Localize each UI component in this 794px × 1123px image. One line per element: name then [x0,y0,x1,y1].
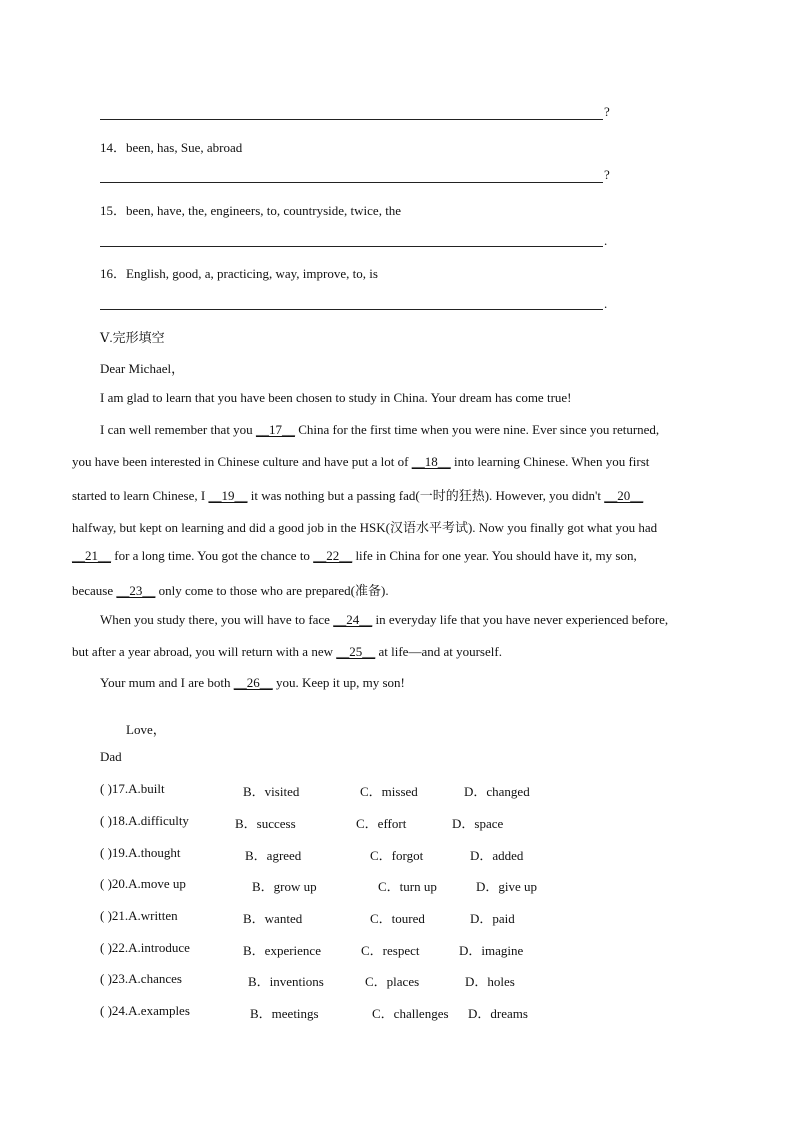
option-b[interactable]: B．visited [243,784,300,799]
paragraph-3-line-2 [72,644,502,660]
answer-end-16: . [604,296,608,311]
blank-20[interactable]: __20__ [604,488,644,503]
question-stem[interactable]: ( )24.A.examples [100,1003,190,1018]
question-stem[interactable]: ( )22.A.introduce [100,940,190,955]
option-d[interactable]: D．changed [464,784,530,799]
text-span: you. Keep it up, my son! [272,675,405,690]
option-b[interactable]: B．experience [243,943,321,958]
blank-26[interactable]: __26__ [233,675,273,690]
question-stem[interactable]: ( )23.A.chances [100,971,182,986]
blank-24[interactable]: __24__ [333,612,373,627]
question-16-words: 16．English, good, a, practicing, way, improve, to, is [100,266,378,281]
text-span: at life—and at yourself. [375,644,502,659]
question-stem[interactable]: ( )18.A.difficulty [100,813,189,828]
answer-line-15[interactable] [100,246,603,247]
closing: Love， [126,722,166,737]
option-c[interactable]: C．effort [356,816,407,831]
option-c[interactable]: C．missed [360,784,418,799]
paragraph-2-line-1 [100,422,659,438]
text-span: you have been interested in Chinese culture and have put a lot of [72,454,412,469]
section-title: Ⅴ.完形填空 [100,330,165,345]
option-d[interactable]: D．imagine [459,943,524,958]
blank-25[interactable]: __25__ [336,644,376,659]
answer-end-14: ? [604,167,610,182]
text-span: but after a year abroad, you will return with a new [72,644,337,659]
answer-line-13[interactable] [100,119,603,120]
text-span: I can well remember that you [100,422,256,437]
option-b[interactable]: B．agreed [245,848,302,863]
blank-21[interactable]: __21__ [72,548,111,563]
paragraph-3-line-1 [100,612,668,628]
text-span: life in China for one year. You should have it, my son, [352,548,637,563]
blank-18[interactable]: __18__ [411,454,451,469]
text-span: in everyday life that you have never experienced before, [372,612,669,627]
option-c[interactable]: C．challenges [372,1006,449,1021]
option-c[interactable]: C．respect [361,943,420,958]
answer-line-16[interactable] [100,309,603,310]
option-d[interactable]: D．added [470,848,524,863]
option-b[interactable]: B．grow up [252,879,317,894]
option-c[interactable]: C．forgot [370,848,424,863]
paragraph-2-line-4: halfway, but kept on learning and did a good job in the HSK(汉语水平考试). Now you finally got what you had [72,520,658,535]
text-span: Your mum and I are both [100,675,234,690]
text-span: into learning Chinese. When you first [450,454,650,469]
option-c[interactable]: C．places [365,974,420,989]
option-c[interactable]: C．turn up [378,879,437,894]
answer-end-13: ? [604,104,610,119]
option-b[interactable]: B．meetings [250,1006,319,1021]
question-stem[interactable]: ( )19.A.thought [100,845,181,860]
option-d[interactable]: D．holes [465,974,515,989]
text-span: started to learn Chinese, I [72,488,209,503]
text-span: China for the first time when you were nine. Ever since you returned, [294,422,660,437]
blank-19[interactable]: __19__ [208,488,248,503]
answer-end-15: . [604,233,608,248]
option-d[interactable]: D．dreams [468,1006,528,1021]
option-b[interactable]: B．success [235,816,296,831]
question-15-words: 15．been, have, the, engineers, to, countryside, twice, the [100,203,402,218]
salutation: Dear Michael， [100,361,185,376]
question-stem[interactable]: ( )20.A.move up [100,876,186,891]
paragraph-4 [100,675,405,691]
text-span: because [72,583,117,598]
text-span: it was nothing but a passing fad(一时的狂热). However, you didn't [247,488,605,503]
option-d[interactable]: D．space [452,816,504,831]
option-d[interactable]: D．give up [476,879,538,894]
text-span: only come to those who are prepared(准备). [155,583,389,598]
question-14-words: 14．been, has, Sue, abroad [100,140,243,155]
option-c[interactable]: C．toured [370,911,425,926]
text-span: for a long time. You got the chance to [111,548,314,563]
text-span: When you study there, you will have to face [100,612,334,627]
blank-23[interactable]: __23__ [116,583,156,598]
signature: Dad [100,749,122,764]
answer-line-14[interactable] [100,182,603,183]
blank-22[interactable]: __22__ [313,548,353,563]
option-b[interactable]: B．inventions [248,974,324,989]
option-b[interactable]: B．wanted [243,911,303,926]
option-d[interactable]: D．paid [470,911,515,926]
paragraph-2-line-3 [72,485,643,504]
paragraph-2-line-2 [72,454,649,470]
paragraph-2-line-6 [72,580,389,599]
blank-17[interactable]: __17__ [255,422,295,437]
paragraph-2-line-5 [72,548,637,564]
paragraph-1: I am glad to learn that you have been chosen to study in China. Your dream has come true! [100,390,572,405]
question-stem[interactable]: ( )21.A.written [100,908,178,923]
question-stem[interactable]: ( )17.A.built [100,781,165,796]
